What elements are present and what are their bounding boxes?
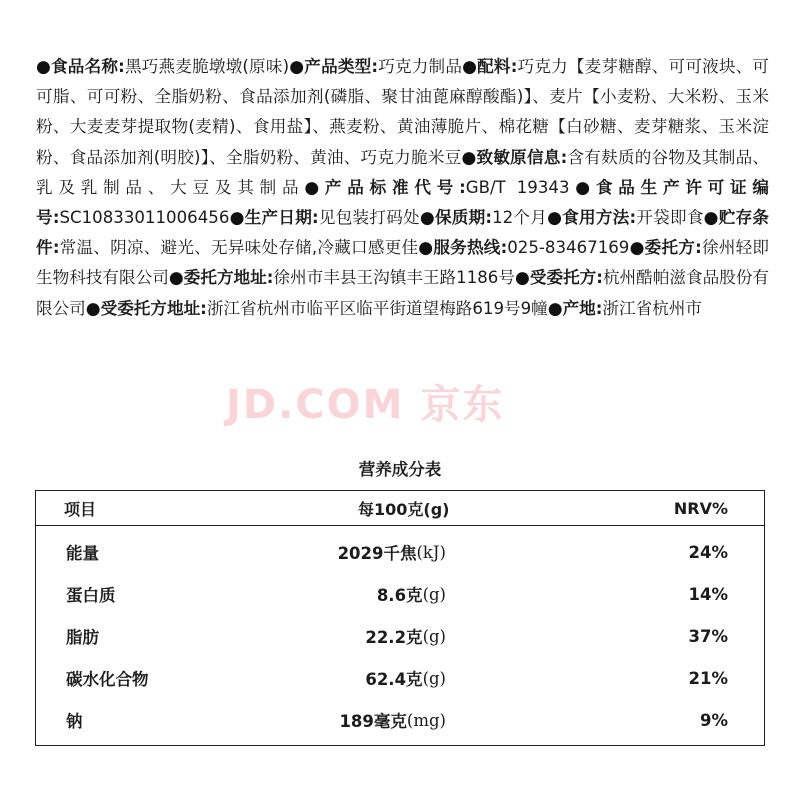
bullet-dot-icon: ● <box>515 268 530 289</box>
bullet-dot-icon: ● <box>547 298 563 319</box>
bullet-dot-icon: ● <box>168 268 184 289</box>
nutrient-name: 蛋白质 <box>66 586 116 605</box>
info-key: 保质期: <box>434 208 493 228</box>
info-key: 食用方法: <box>562 208 637 228</box>
info-value: SC10833011006456 <box>59 208 230 228</box>
bullet-dot-icon: ● <box>569 177 596 198</box>
info-key: 受委托方: <box>529 268 603 288</box>
nutrient-amount: 22.2克 <box>365 628 423 647</box>
info-value: 杭州酷帕滋食品股份有限公司 <box>36 268 770 318</box>
info-key: 产品类型: <box>304 57 379 76</box>
info-value: 巧克力制品 <box>378 57 463 76</box>
bullet-dot-icon: ● <box>418 238 434 259</box>
info-value: 常温、阴凉、避光、无异味处存储,冷藏口感更佳 <box>59 238 419 258</box>
nutrient-amount-cell <box>377 573 446 615</box>
info-value: 浙江省杭州市 <box>602 298 702 318</box>
nutrient-amount: 62.4克 <box>365 670 423 689</box>
bullet-dot-icon: ● <box>36 57 52 77</box>
info-key: 委托方: <box>644 238 702 258</box>
table-row <box>36 615 764 657</box>
nutrient-name: 能量 <box>66 544 99 563</box>
info-key: 生产日期: <box>244 208 319 228</box>
bullet-dot-icon: ● <box>289 57 305 77</box>
bullet-dot-icon: ● <box>419 208 435 229</box>
info-key: 食品名称: <box>51 57 125 76</box>
info-key: 配料: <box>477 57 518 76</box>
info-value: 浙江省杭州市临平区临平街道望梅路619号9幢 <box>206 298 548 318</box>
nutrition-table-header <box>36 491 764 526</box>
table-row <box>36 699 764 741</box>
nutrition-table <box>35 490 765 746</box>
table-row <box>36 531 764 573</box>
bullet-dot-icon: ● <box>304 177 325 198</box>
nutrient-unit: (g) <box>422 668 446 688</box>
nutrient-amount-cell <box>365 615 446 657</box>
jd-watermark: JD.COM 京东 <box>226 382 505 428</box>
bullet-dot-icon: ● <box>229 208 245 229</box>
info-value: 开袋即食 <box>636 208 704 228</box>
nutrient-nrv: 9% <box>699 710 728 730</box>
info-value: 见包装打码处 <box>318 208 420 228</box>
table-row <box>36 573 764 615</box>
info-key: 致敏原信息: <box>476 147 568 167</box>
bullet-dot-icon: ● <box>703 208 719 229</box>
info-value: 巧克力【麦芽糖醇、可可液块、可可脂、可可粉、全脂奶粉、食品添加剂(磷脂、聚甘油蓖麻醇酸酯)】、麦片【小麦粉、大米粉、玉米粉、大麦麦芽提取物(麦精)、食用盐】、燕麦粉、黄油薄脆片、棉花糖【白砂糖、麦芽糖浆、玉米淀粉、食品添加剂(明胶)】、全脂奶粉、黄油、巧克力脆米豆 <box>36 57 770 167</box>
nutrient-unit: (mg) <box>406 710 446 730</box>
info-value: 025-83467169 <box>507 238 630 258</box>
nutrient-nrv: 14% <box>688 584 728 604</box>
bullet-dot-icon: ● <box>461 147 477 168</box>
info-value: 12个月 <box>492 208 548 228</box>
nutrient-amount-cell <box>365 657 446 699</box>
nutrient-name: 碳水化合物 <box>66 670 149 689</box>
info-value: 黑巧燕麦脆墩墩(原味) <box>124 57 290 76</box>
info-key: 产品标准代号: <box>324 177 466 197</box>
header-item: 项目 <box>64 499 97 519</box>
product-info-paragraph <box>36 52 769 324</box>
info-value: 徐州轻即生物科技有限公司 <box>36 238 770 288</box>
nutrient-amount: 2029千焦 <box>337 544 417 563</box>
nutrient-unit: (g) <box>422 584 446 604</box>
nutrient-name: 钠 <box>66 712 83 731</box>
nutrient-amount: 8.6克 <box>376 586 423 605</box>
nutrient-nrv: 24% <box>688 542 728 562</box>
info-value: GB/T 19343 <box>465 177 570 197</box>
nutrient-nrv: 37% <box>688 626 728 646</box>
info-key: 受委托方地址: <box>100 298 207 318</box>
nutrient-amount-cell <box>338 531 446 573</box>
bullet-dot-icon: ● <box>462 57 478 77</box>
info-key: 委托方地址: <box>183 268 274 288</box>
nutrient-amount-cell <box>339 699 446 741</box>
bullet-dot-icon: ● <box>547 208 563 229</box>
info-key: 贮存条件: <box>36 208 769 258</box>
nutrient-nrv: 21% <box>688 668 728 688</box>
nutrient-unit: (g) <box>422 626 446 646</box>
nutrient-amount: 189毫克 <box>339 712 407 731</box>
info-key: 食品生产许可证编号: <box>36 177 769 228</box>
bullet-dot-icon: ● <box>85 298 101 319</box>
info-key: 产地: <box>562 298 603 318</box>
info-value: 徐州市丰县王沟镇丰王路1186号 <box>273 268 515 288</box>
bullet-dot-icon: ● <box>629 238 645 259</box>
nutrition-table-title: 营养成分表 <box>358 460 442 479</box>
header-per100g: 每100克(g) <box>358 499 450 519</box>
info-value: 含有麸质的谷物及其制品、乳及乳制品、大豆及其制品 <box>36 147 770 197</box>
nutrient-unit: (kJ) <box>416 542 446 562</box>
info-key: 服务热线: <box>433 238 508 258</box>
header-nrv: NRV% <box>673 498 728 518</box>
nutrient-name: 脂肪 <box>66 628 99 647</box>
table-row <box>36 657 764 699</box>
